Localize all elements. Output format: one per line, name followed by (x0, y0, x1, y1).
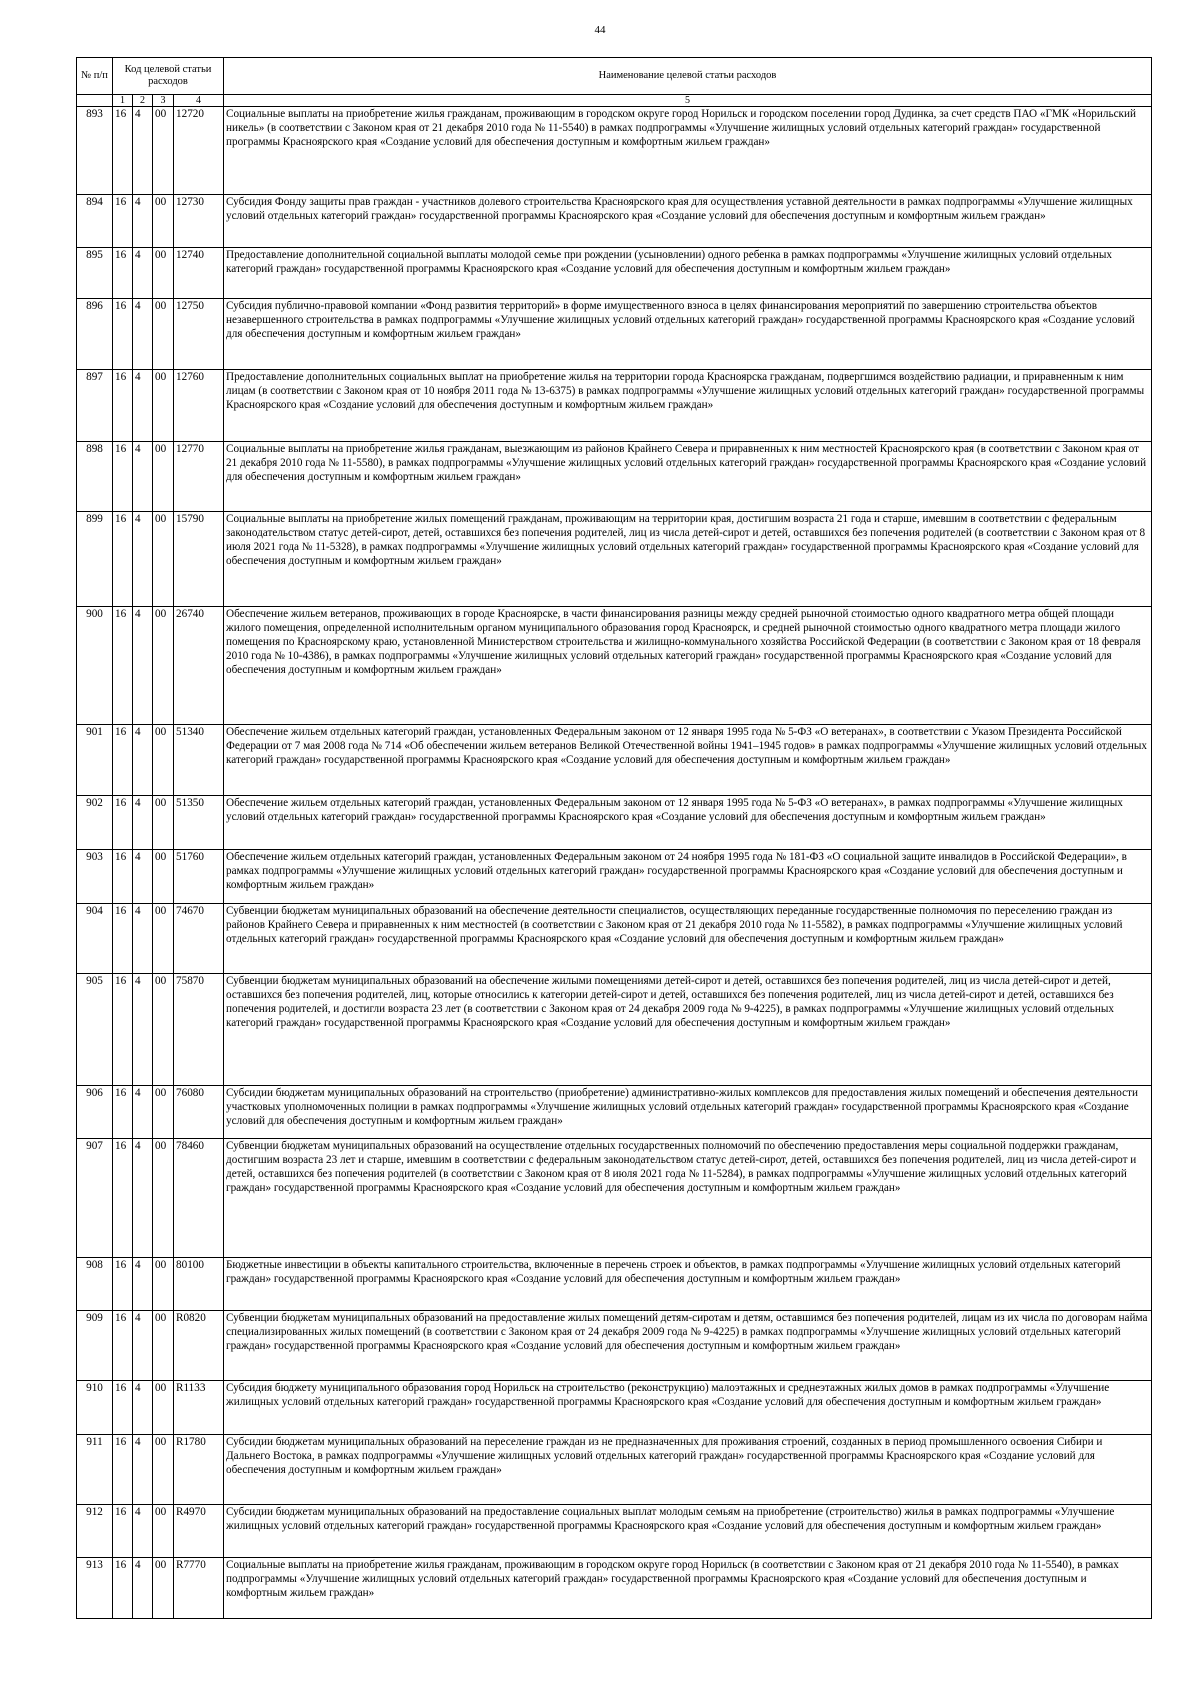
row-number: 912 (77, 1505, 113, 1558)
code-part-1: 16 (113, 370, 133, 442)
row-number: 909 (77, 1311, 113, 1381)
code-part-4: 78460 (174, 1139, 224, 1258)
code-part-2: 4 (133, 607, 153, 725)
row-number: 910 (77, 1381, 113, 1435)
row-number: 893 (77, 107, 113, 195)
code-part-2: 4 (133, 725, 153, 796)
code-part-3: 00 (153, 796, 174, 850)
code-part-1: 16 (113, 725, 133, 796)
expenditure-name: Субсидия бюджету муниципального образования город Норильск на строительство (реконструкцию) малоэтажных и среднеэтажных жилых домов в рамках подпрограммы «Улучшение жилищных условий отдельных категорий граждан» государственной программы Красноярского края «Создание условий для обеспечения доступным и комфортным жильем граждан» (224, 1381, 1152, 1435)
table-header-row (77, 58, 1152, 95)
code-part-3: 00 (153, 195, 174, 248)
code-part-2: 4 (133, 1139, 153, 1258)
expenditure-name: Социальные выплаты на приобретение жилья гражданам, выезжающим из районов Крайнего Севера и приравненных к ним местностей Красноярского края (в соответствии с Законом края от 21 декабря 2010 года № 11-5580), в рамках подпрограммы «Улучшение жилищных условий отдельных категорий граждан» государственной программы Красноярского края «Создание условий для обеспечения доступным и комфортным жильем граждан» (224, 442, 1152, 512)
expenditure-name: Предоставление дополнительной социальной выплаты молодой семье при рождении (усыновлении) одного ребенка в рамках подпрограммы «Улучшение жилищных условий отдельных категорий граждан» государственной программы Красноярского края «Создание условий для обеспечения доступным и комфортным жильем граждан» (224, 248, 1152, 299)
code-part-1: 16 (113, 195, 133, 248)
code-part-3: 00 (153, 850, 174, 904)
row-number: 913 (77, 1558, 113, 1619)
code-part-2: 4 (133, 1258, 153, 1311)
code-part-3: 00 (153, 1381, 174, 1435)
header-name: Наименование целевой статьи расходов (224, 58, 1152, 95)
code-part-3: 00 (153, 904, 174, 974)
code-part-1: 16 (113, 974, 133, 1086)
code-part-2: 4 (133, 195, 153, 248)
code-part-3: 00 (153, 1258, 174, 1311)
code-part-2: 4 (133, 107, 153, 195)
code-part-2: 4 (133, 1381, 153, 1435)
code-part-1: 16 (113, 1086, 133, 1139)
table-row (77, 195, 1152, 248)
table-row (77, 904, 1152, 974)
column-number: 4 (174, 95, 224, 107)
expenditure-name: Субсидия публично-правовой компании «Фонд развития территорий» в форме имущественного взноса в целях финансирования мероприятий по завершению строительства объектов незавершенного строительства в рамках подпрограммы «Улучшение жилищных условий отдельных категорий граждан» государственной программы Красноярского края «Создание условий для обеспечения доступным и комфортным жильем граждан» (224, 299, 1152, 370)
table-row (77, 442, 1152, 512)
code-part-1: 16 (113, 796, 133, 850)
code-part-3: 00 (153, 1558, 174, 1619)
code-part-4: 51760 (174, 850, 224, 904)
code-part-4: 80100 (174, 1258, 224, 1311)
row-number: 902 (77, 796, 113, 850)
table-row (77, 512, 1152, 607)
code-part-2: 4 (133, 442, 153, 512)
code-part-2: 4 (133, 1311, 153, 1381)
column-number: 1 (113, 95, 133, 107)
expenditure-name: Обеспечение жильем ветеранов, проживающих в городе Красноярске, в части финансирования разницы между средней рыночной стоимостью одного квадратного метра общей площади жилого помещения, определенной исполнительным органом муниципального образования город Красноярск, и средней рыночной стоимостью одного квадратного метра площади жилого помещения по Красноярскому краю, установленной Министерством строительства и жилищно-коммунального хозяйства Российской Федерации (в соответствии с Законом края от 18 февраля 2010 года № 10-4386), в рамках подпрограммы «Улучшение жилищных условий отдельных категорий граждан» государственной программы Красноярского края «Создание условий для обеспечения доступным и комфортным жильем граждан» (224, 607, 1152, 725)
code-part-1: 16 (113, 512, 133, 607)
row-number: 896 (77, 299, 113, 370)
table-row (77, 1505, 1152, 1558)
code-part-3: 00 (153, 607, 174, 725)
code-part-2: 4 (133, 248, 153, 299)
code-part-4: 51340 (174, 725, 224, 796)
code-part-4: 74670 (174, 904, 224, 974)
code-part-2: 4 (133, 974, 153, 1086)
row-number: 895 (77, 248, 113, 299)
code-part-1: 16 (113, 1558, 133, 1619)
code-part-3: 00 (153, 1139, 174, 1258)
expenditure-name: Субсидии бюджетам муниципальных образований на переселение граждан из не предназначенных для проживания строений, созданных в период промышленного освоения Сибири и Дальнего Востока, в рамках подпрограммы «Улучшение жилищных условий отдельных категорий граждан» государственной программы Красноярского края «Создание условий для обеспечения доступным и комфортным жильем граждан» (224, 1435, 1152, 1505)
code-part-1: 16 (113, 299, 133, 370)
code-part-4: 12750 (174, 299, 224, 370)
code-part-2: 4 (133, 1558, 153, 1619)
code-part-1: 16 (113, 442, 133, 512)
expenditure-name: Социальные выплаты на приобретение жилых помещений гражданам, проживающим на территории края, достигшим возраста 21 года и старше, имевшим в соответствии с федеральным законодательством статус детей-сирот, детей, оставшихся без попечения родителей, лиц из числа детей-сирот и детей, оставшихся без попечения родителей (в соответствии с Законом края от 8 июля 2021 года № 11-5328), в рамках подпрограммы «Улучшение жилищных условий отдельных категорий граждан» государственной программы Красноярского края «Создание условий для обеспечения доступным и комфортным жильем граждан» (224, 512, 1152, 607)
code-part-3: 00 (153, 442, 174, 512)
code-part-4: 12730 (174, 195, 224, 248)
code-part-4: R7770 (174, 1558, 224, 1619)
code-part-2: 4 (133, 299, 153, 370)
row-number: 900 (77, 607, 113, 725)
table-row (77, 1435, 1152, 1505)
code-part-4: 51350 (174, 796, 224, 850)
row-number: 897 (77, 370, 113, 442)
row-number: 903 (77, 850, 113, 904)
code-part-4: R1133 (174, 1381, 224, 1435)
expenditure-name: Бюджетные инвестиции в объекты капитального строительства, включенные в перечень строек и объектов, в рамках подпрограммы «Улучшение жилищных условий отдельных категорий граждан» государственной программы Красноярского края «Создание условий для обеспечения доступным и комфортным жильем граждан» (224, 1258, 1152, 1311)
code-part-2: 4 (133, 370, 153, 442)
code-part-3: 00 (153, 248, 174, 299)
code-part-4: 15790 (174, 512, 224, 607)
code-part-2: 4 (133, 1435, 153, 1505)
table-row (77, 1558, 1152, 1619)
code-part-3: 00 (153, 725, 174, 796)
code-part-2: 4 (133, 904, 153, 974)
row-number: 901 (77, 725, 113, 796)
code-part-1: 16 (113, 850, 133, 904)
column-number: 3 (153, 95, 174, 107)
row-number: 911 (77, 1435, 113, 1505)
code-part-4: 12770 (174, 442, 224, 512)
expenditure-name: Субсидия Фонду защиты прав граждан - участников долевого строительства Красноярского края для осуществления уставной деятельности в рамках подпрограммы «Улучшение жилищных условий отдельных категорий граждан» государственной программы Красноярского края «Создание условий для обеспечения доступным и комфортным жильем граждан» (224, 195, 1152, 248)
column-numbers-row (77, 95, 1152, 107)
code-part-1: 16 (113, 1258, 133, 1311)
code-part-2: 4 (133, 850, 153, 904)
column-number (77, 95, 113, 107)
code-part-3: 00 (153, 512, 174, 607)
code-part-2: 4 (133, 512, 153, 607)
table-row (77, 1381, 1152, 1435)
code-part-3: 00 (153, 1505, 174, 1558)
row-number: 899 (77, 512, 113, 607)
code-part-1: 16 (113, 1311, 133, 1381)
code-part-4: 12760 (174, 370, 224, 442)
code-part-1: 16 (113, 107, 133, 195)
code-part-4: 75870 (174, 974, 224, 1086)
table-row (77, 1258, 1152, 1311)
row-number: 905 (77, 974, 113, 1086)
table-row (77, 796, 1152, 850)
row-number: 908 (77, 1258, 113, 1311)
code-part-4: R4970 (174, 1505, 224, 1558)
row-number: 904 (77, 904, 113, 974)
table-row (77, 248, 1152, 299)
code-part-4: 12720 (174, 107, 224, 195)
code-part-4: R0820 (174, 1311, 224, 1381)
code-part-3: 00 (153, 107, 174, 195)
code-part-1: 16 (113, 607, 133, 725)
expenditure-table (76, 57, 1152, 1619)
code-part-4: 26740 (174, 607, 224, 725)
code-part-3: 00 (153, 1086, 174, 1139)
code-part-2: 4 (133, 796, 153, 850)
code-part-1: 16 (113, 904, 133, 974)
code-part-2: 4 (133, 1505, 153, 1558)
row-number: 894 (77, 195, 113, 248)
code-part-3: 00 (153, 1311, 174, 1381)
row-number: 898 (77, 442, 113, 512)
column-number: 5 (224, 95, 1152, 107)
code-part-4: R1780 (174, 1435, 224, 1505)
table-row (77, 107, 1152, 195)
table-row (77, 725, 1152, 796)
expenditure-name: Субвенции бюджетам муниципальных образований на обеспечение деятельности специалистов, осуществляющих переданные государственные полномочия по переселению граждан из районов Крайнего Севера и приравненных к ним местностей (в соответствии с Законом края от 21 декабря 2010 года № 11-5582), в рамках подпрограммы «Улучшение жилищных условий отдельных категорий граждан» государственной программы Красноярского края «Создание условий для обеспечения доступным и комфортным жильем граждан» (224, 904, 1152, 974)
expenditure-name: Субсидии бюджетам муниципальных образований на строительство (приобретение) административно-жилых комплексов для предоставления жилых помещений и обеспечения деятельности участковых уполномоченных полиции в рамках подпрограммы «Улучшение жилищных условий отдельных категорий граждан» государственной программы Красноярского края «Создание условий для обеспечения доступным и комфортным жильем граждан» (224, 1086, 1152, 1139)
table-row (77, 299, 1152, 370)
code-part-1: 16 (113, 1139, 133, 1258)
expenditure-name: Социальные выплаты на приобретение жилья гражданам, проживающим в городском округе город Норильск (в соответствии с Законом края от 21 декабря 2010 года № 11-5540), в рамках подпрограммы «Улучшение жилищных условий отдельных категорий граждан» государственной программы Красноярского края «Создание условий для обеспечения доступным и комфортным жильем граждан» (224, 1558, 1152, 1619)
row-number: 906 (77, 1086, 113, 1139)
expenditure-name: Обеспечение жильем отдельных категорий граждан, установленных Федеральным законом от 12 января 1995 года № 5-ФЗ «О ветеранах», в соответствии с Указом Президента Российской Федерации от 7 мая 2008 года № 714 «Об обеспечении жильем ветеранов Великой Отечественной войны 1941–1945 годов» в рамках подпрограммы «Улучшение жилищных условий отдельных категорий граждан» государственной программы Красноярского края «Создание условий для обеспечения доступным и комфортным жильем граждан» (224, 725, 1152, 796)
expenditure-name: Обеспечение жильем отдельных категорий граждан, установленных Федеральным законом от 12 января 1995 года № 5-ФЗ «О ветеранах», в рамках подпрограммы «Улучшение жилищных условий отдельных категорий граждан» государственной программы Красноярского края «Создание условий для обеспечения доступным и комфортным жильем граждан» (224, 796, 1152, 850)
page-number: 44 (594, 24, 606, 36)
code-part-1: 16 (113, 1435, 133, 1505)
table-row (77, 1139, 1152, 1258)
code-part-2: 4 (133, 1086, 153, 1139)
table-row (77, 974, 1152, 1086)
expenditure-name: Субвенции бюджетам муниципальных образований на осуществление отдельных государственных полномочий по обеспечению предоставления меры социальной поддержки гражданам, достигшим возраста 23 лет и старше, имевшим в соответствии с федеральным законодательством статус детей-сирот, детей, оставшихся без попечения родителей, лиц из числа детей-сирот и детей, оставшихся без попечения родителей (в соответствии с Законом края от 8 июля 2021 года № 11-5284), в рамках подпрограммы «Улучшение жилищных условий отдельных категорий граждан» государственной программы Красноярского края «Создание условий для обеспечения доступным и комфортным жильем граждан» (224, 1139, 1152, 1258)
code-part-1: 16 (113, 248, 133, 299)
table-row (77, 1086, 1152, 1139)
expenditure-name: Социальные выплаты на приобретение жилья гражданам, проживающим в городском округе город Норильск и городском поселении город Дудинка, за счет средств ПАО «ГМК «Норильский никель» (в соответствии с Законом края от 21 декабря 2010 года № 11-5540) в рамках подпрограммы «Улучшение жилищных условий отдельных категорий граждан» государственной программы Красноярского края «Создание условий для обеспечения доступным и комфортным жильем граждан» (224, 107, 1152, 195)
code-part-4: 76080 (174, 1086, 224, 1139)
table-row (77, 850, 1152, 904)
row-number: 907 (77, 1139, 113, 1258)
header-number: № п/п (77, 58, 113, 95)
code-part-3: 00 (153, 1435, 174, 1505)
code-part-3: 00 (153, 974, 174, 1086)
expenditure-name: Субсидии бюджетам муниципальных образований на предоставление социальных выплат молодым семьям на приобретение (строительство) жилья в рамках подпрограммы «Улучшение жилищных условий отдельных категорий граждан» государственной программы Красноярского края «Создание условий для обеспечения доступным и комфортным жильем граждан» (224, 1505, 1152, 1558)
expenditure-name: Субвенции бюджетам муниципальных образований на предоставление жилых помещений детям-сиротам и детям, оставшимся без попечения родителей, лицам из их числа по договорам найма специализированных жилых помещений (в соответствии с Законом края от 24 декабря 2009 года № 9-4225) в рамках подпрограммы «Улучшение жилищных условий отдельных категорий граждан» государственной программы Красноярского края «Создание условий для обеспечения доступным и комфортным жильем граждан» (224, 1311, 1152, 1381)
code-part-4: 12740 (174, 248, 224, 299)
table-row (77, 370, 1152, 442)
code-part-3: 00 (153, 299, 174, 370)
code-part-3: 00 (153, 370, 174, 442)
code-part-1: 16 (113, 1381, 133, 1435)
expenditure-name: Субвенции бюджетам муниципальных образований на обеспечение жилыми помещениями детей-сирот и детей, оставшихся без попечения родителей, лиц из числа детей-сирот и детей, оставшихся без попечения родителей, лиц, которые относились к категории детей-сирот и детей, оставшихся без попечения родителей, лиц из числа детей-сирот и детей, оставшихся без попечения родителей, и достигли возраста 23 лет (в соответствии с Законом края от 24 декабря 2009 года № 9-4225), в рамках подпрограммы «Улучшение жилищных условий отдельных категорий граждан» государственной программы Красноярского края «Создание условий для обеспечения доступным и комфортным жильем граждан» (224, 974, 1152, 1086)
table-row (77, 1311, 1152, 1381)
code-part-1: 16 (113, 1505, 133, 1558)
table-row (77, 607, 1152, 725)
column-number: 2 (133, 95, 153, 107)
expenditure-name: Предоставление дополнительных социальных выплат на приобретение жилья на территории города Красноярска гражданам, подвергшимся воздействию радиации, и приравненным к ним лицам (в соответствии с Законом края от 10 ноября 2011 года № 13-6375) в рамках подпрограммы «Улучшение жилищных условий отдельных категорий граждан» государственной программы Красноярского края «Создание условий для обеспечения доступным и комфортным жильем граждан» (224, 370, 1152, 442)
expenditure-name: Обеспечение жильем отдельных категорий граждан, установленных Федеральным законом от 24 ноября 1995 года № 181-ФЗ «О социальной защите инвалидов в Российской Федерации», в рамках подпрограммы «Улучшение жилищных условий отдельных категорий граждан» государственной программы Красноярского края «Создание условий для обеспечения доступным и комфортным жильем граждан» (224, 850, 1152, 904)
header-code: Код целевой статьи расходов (113, 58, 224, 95)
